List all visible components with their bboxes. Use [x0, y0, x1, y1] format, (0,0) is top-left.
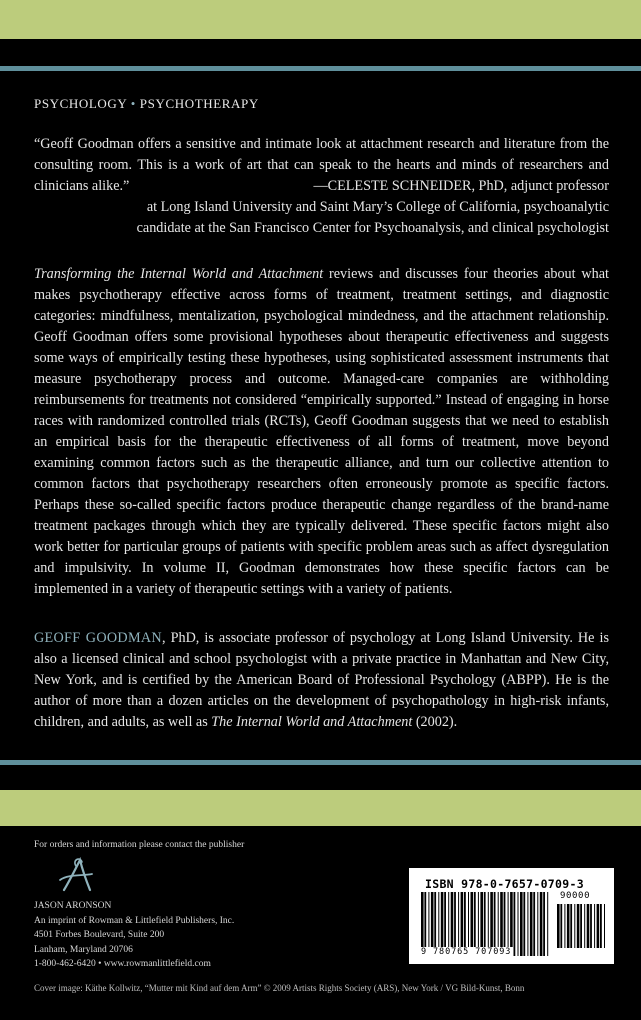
barcode-bar — [533, 892, 535, 956]
bottom-divider-rule — [0, 760, 641, 765]
barcode-bar — [543, 892, 545, 956]
barcode-bar — [514, 892, 516, 956]
barcode-bar — [570, 904, 572, 948]
category-psychotherapy: PSYCHOTHERAPY — [139, 96, 259, 111]
endorsement-quote — [34, 134, 609, 239]
barcode-bar — [587, 904, 590, 948]
publisher-info — [34, 899, 234, 972]
publisher-logo-icon — [56, 856, 96, 894]
publisher-address-city: Lanham, Maryland 20706 — [34, 944, 133, 955]
barcode-bar — [564, 904, 565, 948]
barcode-bar — [518, 892, 519, 956]
publisher-address-street: 4501 Forbes Boulevard, Suite 200 — [34, 930, 165, 940]
bio-text: , PhD, is associate professor of psychology at Long Island University. He is also a licensed clinical and school psychologist with a private practice in Manhattan and New City, New York, and is certified by the American Board of Professional Psychology (ABPP). He is the author of more than a dozen articles on the development of psychopathology in high-risk infants, children, and adults, as well as — [34, 630, 609, 730]
orders-info: For orders and information please contact the publisher — [34, 840, 245, 850]
barcode-bar — [574, 904, 575, 948]
quote-attribution-name: —CELESTE SCHNEIDER, PhD, adjunct professor — [313, 178, 609, 194]
price-barcode-bars — [557, 904, 605, 948]
barcode-bar — [580, 904, 582, 948]
barcode-bar — [557, 904, 560, 948]
lower-color-band — [0, 790, 641, 826]
bio-book-title: The Internal World and Attachment — [211, 714, 413, 730]
description-text: reviews and discusses four theories about what makes psychotherapy effective across forms of treatment, treatment settings, and diagnostic categories: mindfulness, mentalization, psychological mindedness, and the attachment relationship. Geoff Goodman offers some provisional hypotheses about therapeutic effectiveness and suggests some ways of empirically testing these hypotheses, using sophisticated assessment instruments that measure psychotherapy process and outcome. Managed-care companies are withholding reimbursements for treatments not considered “empirically supported.” Instead of engaging in horse races with randomized controlled trials (RCTs), Geoff Goodman suggests that we need to establish an empirical basis for the therapeutic effectiveness of all forms of treatment, move beyond examining common factors such as the therapeutic alliance, and turn our collective attention to common factors that psychotherapy researchers often erroneously promote as specific factors. Perhaps these so-called specific factors produce therapeutic change regardless of the brand-name treatment packages through which they are typically delivered. These specific factors might also work better for particular groups of patients with specific problem areas such as affect dysregulation and impulsivity. In volume II, Goodman demonstrates how these specific factors can be implemented in a variety of therapeutic settings with a variety of patients. — [34, 266, 609, 597]
quote-attribution-line3: candidate at the San Francisco Center for Psychoanalysis, and clinical psychologist — [136, 220, 609, 236]
barcode-bar — [577, 904, 580, 948]
top-color-band — [0, 0, 641, 39]
barcode-bar — [547, 892, 548, 956]
book-title-italic: Transforming the Internal World and Attachment — [34, 266, 324, 282]
cover-image-credit: Cover image: Käthe Kollwitz, “Mutter mit Kind auf dem Arm” © 2009 Artists Rights Society (ARS), New York / VG Bild-Kunst, Bonn — [34, 983, 525, 993]
publisher-name: JASON ARONSON — [34, 901, 112, 911]
bio-tail: (2002). — [412, 714, 458, 730]
barcode-bar — [590, 904, 592, 948]
publisher-imprint: An imprint of Rowman & Littlefield Publishers, Inc. — [34, 915, 235, 926]
barcode-bar — [600, 904, 602, 948]
top-divider-rule — [0, 66, 641, 71]
barcode-bar — [584, 904, 585, 948]
barcode-bar — [537, 892, 538, 956]
category-line — [34, 96, 259, 112]
category-separator: • — [130, 96, 136, 111]
barcode-bar — [530, 892, 533, 956]
price-code: 90000 — [560, 891, 591, 901]
barcode-bar — [523, 892, 525, 956]
publisher-contact: 1-800-462-6420 • www.rowmanlittlefield.com — [34, 959, 211, 969]
author-bio — [34, 628, 609, 733]
barcode-bar — [594, 904, 595, 948]
barcode-bar — [567, 904, 570, 948]
quote-text: “Geoff Goodman offers a sensitive and intimate look at attachment research and literature from the consulting room. This is a work of art that can speak to the hearts and minds of researchers and clinicians alike.” — [34, 136, 609, 194]
category-psychology: PSYCHOLOGY — [34, 96, 127, 111]
isbn-label: ISBN 978-0-7657-0709-3 — [425, 877, 584, 891]
barcode-bar — [527, 892, 528, 956]
barcode-bar — [604, 904, 605, 948]
quote-attribution-line2: at Long Island University and Saint Mary’s College of California, psychoanalytic — [146, 199, 609, 215]
isbn-barcode — [409, 868, 614, 964]
author-name: GEOFF GOODMAN — [34, 630, 162, 646]
barcode-bar — [597, 904, 600, 948]
barcode-bar — [520, 892, 523, 956]
barcode-digits: 9 780765 707093 — [421, 947, 512, 957]
barcode-bar — [560, 904, 562, 948]
book-description — [34, 264, 609, 600]
barcode-bar — [540, 892, 543, 956]
